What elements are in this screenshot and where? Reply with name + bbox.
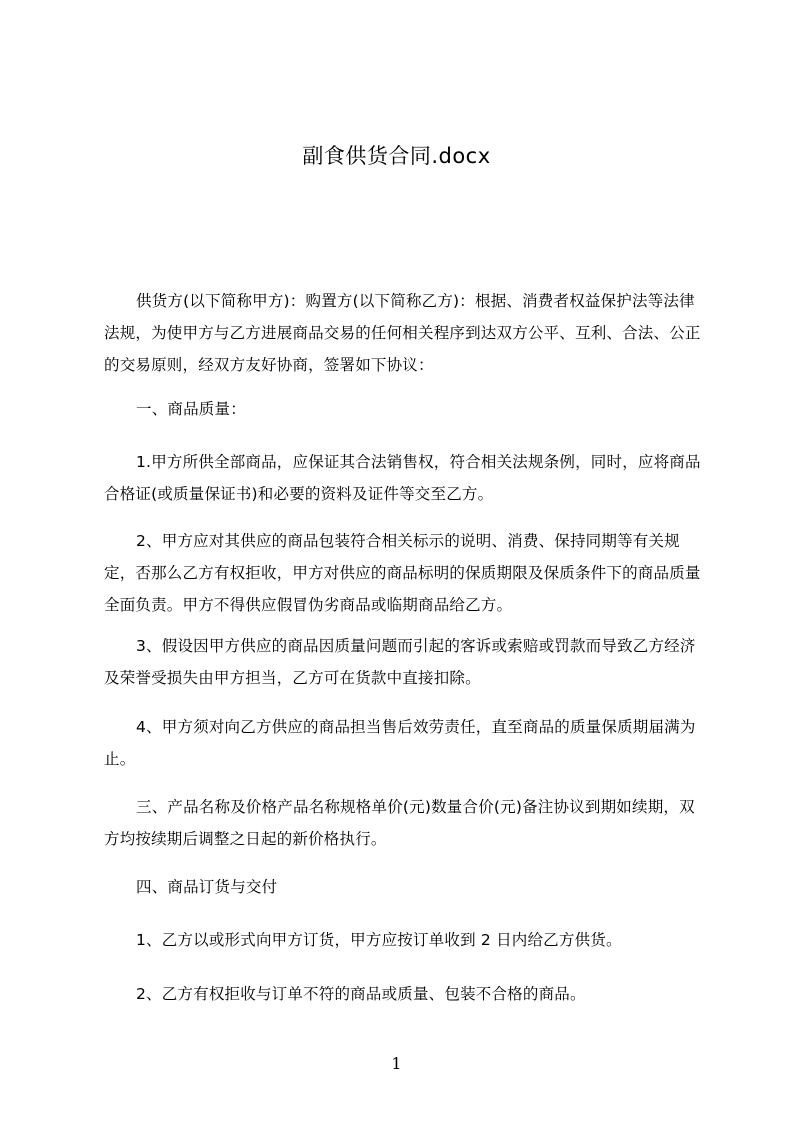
paragraph-clause-4: 4、甲方须对向乙方供应的商品担当售后效劳责任，直至商品的质量保质期届满为止。 xyxy=(104,718,696,768)
paragraph-clause-3: 3、假设因甲方供应的商品因质量问题而引起的客诉或索赔或罚款而导致乙方经济及荣誉受损失由甲方担当，乙方可在货款中直接扣除。 xyxy=(104,637,696,687)
paragraph-clause-2: 2、甲方应对其供应的商品包装符合相关标示的说明、消费、保持同期等有关规定，否那么乙方有权拒收，甲方对供应的商品标明的保质期限及保质条件下的商品质量全面负责。甲方不得供应假冒伪劣商品或临期商品给乙方。 xyxy=(104,532,701,614)
paragraph-order-clause-1: 1、乙方以或形式向甲方订货，甲方应按订单收到 2 日内给乙方供货。 xyxy=(136,931,622,949)
section-heading-quality: 一、商品质量： xyxy=(136,400,246,418)
paragraph-order-clause-2: 2、乙方有权拒收与订单不符的商品或质量、包装不合格的商品。 xyxy=(136,985,586,1003)
paragraph-preamble: 供货方(以下简称甲方)：购置方(以下简称乙方)：根据、消费者权益保护法等法律法规，为使甲方与乙方进展商品交易的任何相关程序到达双方公平、互利、合法、公正的交易原则，经双方友好协商，签署如下协议： xyxy=(104,292,701,374)
document-title: 副食供货合同.docx xyxy=(302,144,491,168)
page-number: 1 xyxy=(391,1054,402,1073)
section-heading-ordering: 四、商品订货与交付 xyxy=(136,878,278,896)
paragraph-clause-1: 1.甲方所供全部商品，应保证其合法销售权，符合相关法规条例，同时，应将商品合格证(或质量保证书)和必要的资料及证件等交至乙方。 xyxy=(104,453,701,503)
paragraph-section-3: 三、产品名称及价格产品名称规格单价(元)数量合价(元)备注协议到期如续期，双方均按续期后调整之日起的新价格执行。 xyxy=(104,798,695,848)
